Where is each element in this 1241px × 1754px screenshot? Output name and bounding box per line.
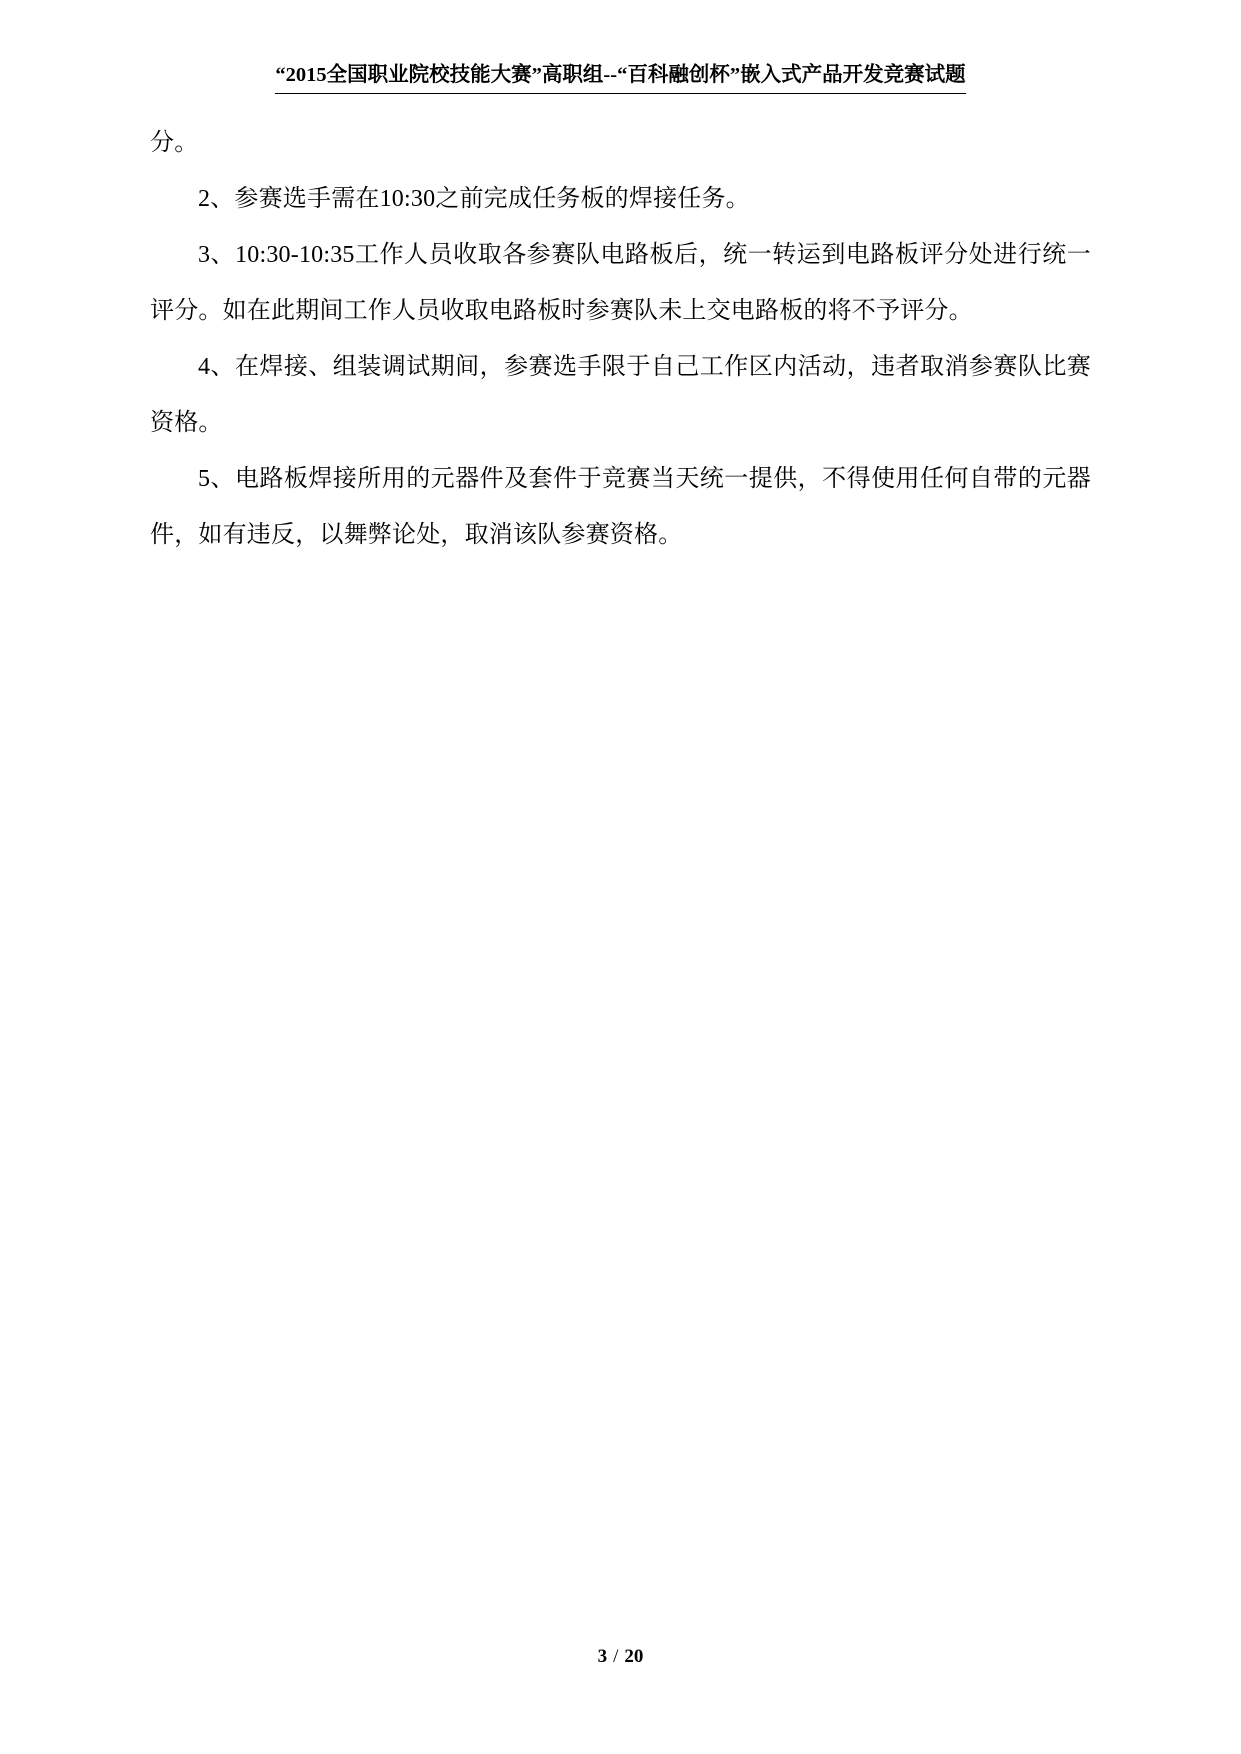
list-item-5-number: 5、: [198, 465, 235, 492]
list-item-5-text: 电路板焊接所用的元器件及套件于竞赛当天统一提供，不得使用任何自带的元器件，如有违反，以舞弊论处，取消该队参赛资格。: [150, 465, 1091, 548]
header-title: “2015全国职业院校技能大赛”高职组--“百科融创杯”嵌入式产品开发竞赛试题: [275, 62, 965, 94]
list-item-4-number: 4、: [198, 353, 235, 380]
footer-separator: /: [613, 1646, 619, 1667]
footer-total-pages: 20: [624, 1646, 644, 1667]
page-footer: [0, 1647, 1241, 1666]
list-item-2: [150, 171, 1091, 227]
list-item-3-number: 3、: [198, 241, 236, 268]
list-item-3: [150, 227, 1091, 339]
running-header: [150, 62, 1091, 99]
list-item-2-text: 参赛选手需在10:30之前完成任务板的焊接任务。: [234, 185, 750, 212]
document-body: [150, 115, 1091, 563]
list-item-3-text: 10:30-10:35工作人员收取各参赛队电路板后，统一转运到电路板评分处进行统一评分。如在此期间工作人员收取电路板时参赛队未上交电路板的将不予评分。: [150, 241, 1091, 324]
list-item-4-text: 在焊接、组装调试期间，参赛选手限于自己工作区内活动，违者取消参赛队比赛资格。: [150, 353, 1091, 436]
footer-current-page: 3: [597, 1646, 608, 1667]
list-item-5: [150, 451, 1091, 563]
list-item-2-number: 2、: [198, 185, 235, 212]
list-item-4: [150, 339, 1091, 451]
continued-paragraph: 分。: [150, 129, 199, 156]
